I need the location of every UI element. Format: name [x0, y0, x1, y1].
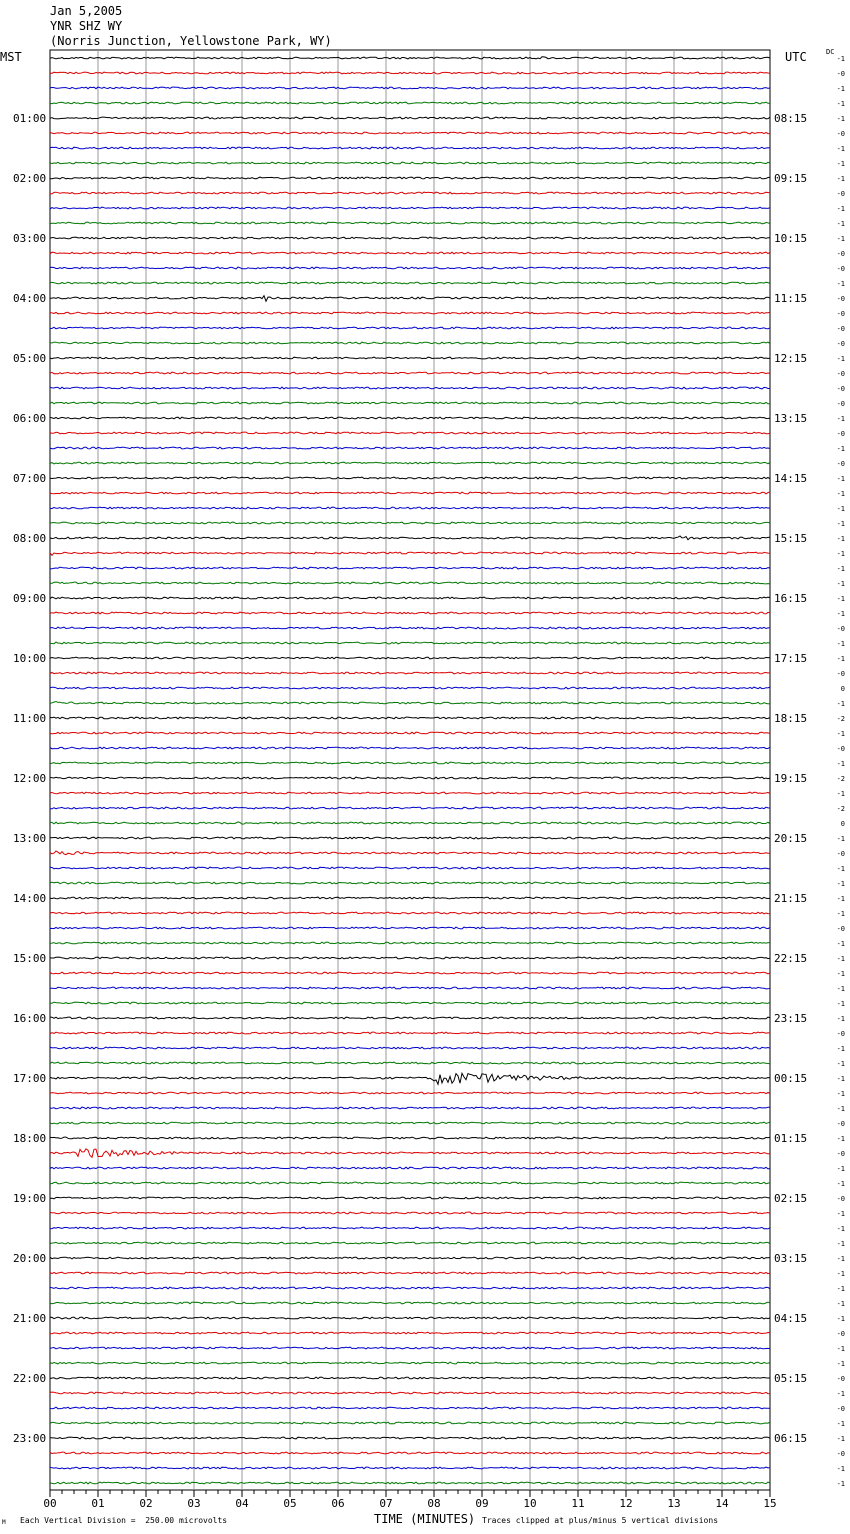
mst-hour-label: 11:00 — [13, 712, 47, 725]
dc-offset-value: -1 — [836, 235, 845, 243]
dc-offset-value: -0 — [836, 295, 845, 303]
seismic-trace — [50, 432, 770, 434]
seismic-trace — [50, 57, 770, 59]
seismic-trace — [50, 1047, 770, 1049]
mst-axis-label: MST — [0, 50, 22, 64]
seismic-trace — [50, 1107, 770, 1109]
seismic-trace — [50, 1452, 770, 1454]
utc-hour-label: 00:15 — [774, 1072, 808, 1085]
footer-corner-mark: M — [2, 1519, 6, 1526]
dc-offset-value: -1 — [836, 1180, 845, 1188]
dc-offset-value: -1 — [836, 565, 845, 573]
utc-hour-label: 01:15 — [774, 1132, 808, 1145]
dc-offset-value: -1 — [836, 1465, 845, 1473]
dc-offset-value: -1 — [836, 280, 845, 288]
dc-offset-value: -0 — [836, 400, 845, 408]
dc-offset-value: -0 — [836, 1405, 845, 1413]
dc-offset-value: -0 — [836, 1030, 845, 1038]
mst-hour-label: 19:00 — [13, 1192, 47, 1205]
seismic-trace — [50, 582, 770, 584]
seismic-trace — [50, 1377, 770, 1379]
dc-offset-value: -1 — [836, 115, 845, 123]
x-tick-label: 06 — [331, 1497, 345, 1510]
seismic-trace — [50, 747, 770, 749]
seismic-trace — [50, 957, 770, 959]
dc-offset-value: -1 — [836, 1210, 845, 1218]
dc-offset-value: -0 — [836, 325, 845, 333]
dc-offset-value: -1 — [836, 1015, 845, 1023]
dc-offset-value: -2 — [836, 715, 845, 723]
dc-offset-value: -1 — [836, 940, 845, 948]
dc-offset-value: -1 — [836, 1165, 845, 1173]
axis-labels — [13, 55, 845, 1510]
dc-offset-value: -1 — [836, 415, 845, 423]
utc-hour-label: 15:15 — [774, 532, 808, 545]
seismic-trace — [50, 837, 770, 839]
utc-axis-label: UTC — [785, 50, 807, 64]
seismic-trace — [50, 972, 770, 974]
dc-offset-value: -0 — [836, 745, 845, 753]
seismic-trace — [50, 72, 770, 74]
mst-hour-label: 18:00 — [13, 1132, 47, 1145]
mst-hour-label: 05:00 — [13, 352, 47, 365]
dc-offset-value: -1 — [836, 970, 845, 978]
seismic-trace — [50, 1197, 770, 1199]
dc-offset-value: -1 — [836, 1000, 845, 1008]
dc-offset-value: -1 — [836, 595, 845, 603]
dc-offset-value: -1 — [836, 1345, 845, 1353]
dc-offset-value: -1 — [836, 1060, 845, 1068]
dc-offset-value: -1 — [836, 610, 845, 618]
seismic-trace — [50, 117, 770, 119]
seismic-trace — [50, 702, 770, 704]
x-tick-label: 10 — [523, 1497, 537, 1510]
x-tick-label: 00 — [43, 1497, 57, 1510]
dc-offset-value: -1 — [836, 445, 845, 453]
dc-offset-value: -1 — [836, 85, 845, 93]
x-axis-title: TIME (MINUTES) — [374, 1512, 476, 1526]
seismic-trace — [50, 657, 770, 659]
dc-offset-value: -1 — [836, 580, 845, 588]
dc-offset-value: -1 — [836, 1420, 845, 1428]
seismic-trace — [50, 312, 770, 314]
x-tick-label: 13 — [667, 1497, 681, 1510]
mst-hour-label: 07:00 — [13, 472, 47, 485]
seismic-trace — [50, 1032, 770, 1034]
dc-offset-value: -1 — [836, 55, 845, 63]
header-date: Jan 5,2005 — [50, 4, 123, 18]
seismic-trace — [50, 867, 770, 869]
utc-hour-label: 23:15 — [774, 1012, 808, 1025]
dc-offset-value: -0 — [836, 70, 845, 78]
seismic-trace — [50, 1149, 770, 1158]
seismic-trace — [50, 177, 770, 179]
mst-hour-label: 10:00 — [13, 652, 47, 665]
dc-offset-value: -1 — [836, 910, 845, 918]
seismic-trace — [50, 1482, 770, 1484]
utc-hour-label: 21:15 — [774, 892, 808, 905]
dc-offset-value: -1 — [836, 475, 845, 483]
dc-offset-value: -1 — [836, 1300, 845, 1308]
seismic-trace — [50, 462, 770, 464]
seismic-trace — [50, 342, 770, 344]
seismic-trace — [50, 1073, 770, 1084]
dc-offset-value: -1 — [836, 835, 845, 843]
seismic-trace — [50, 1092, 770, 1094]
seismic-trace — [50, 147, 770, 149]
dc-offset-value: -0 — [836, 1195, 845, 1203]
dc-offset-value: -0 — [836, 625, 845, 633]
utc-hour-label: 09:15 — [774, 172, 808, 185]
seismic-trace — [50, 851, 770, 855]
dc-offset-value: -1 — [836, 100, 845, 108]
dc-offset-value: -1 — [836, 1135, 845, 1143]
seismic-trace — [50, 492, 770, 494]
seismic-trace — [50, 642, 770, 644]
mst-hour-label: 03:00 — [13, 232, 47, 245]
seismic-trace — [50, 252, 770, 254]
dc-offset-value: -0 — [836, 265, 845, 273]
x-tick-label: 03 — [187, 1497, 201, 1510]
seismic-trace — [50, 762, 770, 764]
dc-offset-value: -0 — [836, 250, 845, 258]
seismic-trace — [50, 522, 770, 524]
utc-hour-label: 22:15 — [774, 952, 808, 965]
seismic-trace — [50, 1272, 770, 1274]
dc-offset-value: -1 — [836, 520, 845, 528]
utc-hour-label: 04:15 — [774, 1312, 808, 1325]
dc-offset-value: -0 — [836, 190, 845, 198]
seismic-trace — [50, 672, 770, 674]
dc-offset-value: -1 — [836, 985, 845, 993]
utc-hour-label: 12:15 — [774, 352, 808, 365]
utc-hour-label: 19:15 — [774, 772, 808, 785]
dc-offset-value: -0 — [836, 1330, 845, 1338]
x-tick-label: 02 — [139, 1497, 153, 1510]
utc-hour-label: 16:15 — [774, 592, 808, 605]
dc-offset-value: -0 — [836, 850, 845, 858]
seismic-trace — [50, 536, 770, 540]
seismic-trace — [50, 987, 770, 989]
dc-offset-value: -2 — [836, 805, 845, 813]
seismic-trace — [50, 402, 770, 404]
seismic-trace — [50, 627, 770, 629]
dc-offset-value: -1 — [836, 1270, 845, 1278]
seismic-trace — [50, 1257, 770, 1259]
utc-hour-label: 02:15 — [774, 1192, 808, 1205]
dc-offset-value: -1 — [836, 1105, 845, 1113]
dc-offset-value: -1 — [836, 730, 845, 738]
dc-offset-value: -0 — [836, 430, 845, 438]
seismic-trace — [50, 1392, 770, 1394]
seismic-trace — [50, 897, 770, 899]
seismic-trace — [50, 1017, 770, 1019]
dc-offset-value: -1 — [836, 505, 845, 513]
seismic-trace — [50, 1362, 770, 1364]
dc-offset-value: -0 — [836, 1450, 845, 1458]
dc-offset-value: -1 — [836, 145, 845, 153]
seismic-trace — [50, 807, 770, 809]
dc-offset-value: -1 — [836, 1390, 845, 1398]
seismic-trace — [50, 417, 770, 419]
x-tick-label: 15 — [763, 1497, 777, 1510]
dc-offset-value: -1 — [836, 1435, 845, 1443]
seismic-trace — [50, 1062, 770, 1064]
seismic-trace — [50, 1407, 770, 1409]
dc-offset-value: -2 — [836, 775, 845, 783]
seismic-trace — [50, 792, 770, 794]
seismic-trace — [50, 567, 770, 569]
seismic-trace — [50, 1347, 770, 1349]
mst-hour-label: 21:00 — [13, 1312, 47, 1325]
mst-hour-label: 08:00 — [13, 532, 47, 545]
x-tick-label: 07 — [379, 1497, 393, 1510]
dc-offset-value: -1 — [836, 1480, 845, 1488]
dc-offset-value: -0 — [836, 1150, 845, 1158]
utc-hour-label: 11:15 — [774, 292, 808, 305]
dc-offset-value: -1 — [836, 700, 845, 708]
seismic-trace — [50, 732, 770, 734]
footer-clip-note: Traces clipped at plus/minus 5 vertical divisions — [482, 1516, 719, 1525]
seismic-trace — [50, 372, 770, 374]
seismic-trace — [50, 822, 770, 824]
seismic-trace — [50, 1242, 770, 1244]
seismic-trace — [50, 717, 770, 719]
seismic-trace — [50, 1302, 770, 1304]
dc-offset-value: -0 — [836, 310, 845, 318]
seismic-trace — [50, 1332, 770, 1334]
seismic-traces — [50, 57, 770, 1484]
utc-hour-label: 13:15 — [774, 412, 808, 425]
dc-offset-value: -0 — [836, 670, 845, 678]
dc-offset-value: -1 — [836, 175, 845, 183]
x-tick-label: 08 — [427, 1497, 441, 1510]
mst-hour-label: 16:00 — [13, 1012, 47, 1025]
utc-hour-label: 05:15 — [774, 1372, 808, 1385]
seismic-trace — [50, 912, 770, 914]
seismic-trace — [50, 1122, 770, 1124]
dc-offset-value: -0 — [836, 1375, 845, 1383]
utc-hour-label: 10:15 — [774, 232, 808, 245]
dc-offset-value: -1 — [836, 760, 845, 768]
seismic-trace — [50, 552, 770, 555]
mst-hour-label: 15:00 — [13, 952, 47, 965]
dc-offset-value: -1 — [836, 955, 845, 963]
mst-hour-label: 14:00 — [13, 892, 47, 905]
seismic-trace — [50, 1317, 770, 1319]
x-tick-label: 11 — [571, 1497, 585, 1510]
seismic-trace — [50, 192, 770, 194]
mst-hour-label: 04:00 — [13, 292, 47, 305]
dc-offset-value: -0 — [836, 130, 845, 138]
dc-offset-value: -1 — [836, 895, 845, 903]
dc-offset-value: -1 — [836, 655, 845, 663]
dc-offset-value: -1 — [836, 1090, 845, 1098]
seismic-trace — [50, 102, 770, 104]
dc-offset-value: -1 — [836, 1315, 845, 1323]
utc-hour-label: 14:15 — [774, 472, 808, 485]
dc-offset-value: 0 — [840, 820, 845, 828]
seismic-trace — [50, 327, 770, 329]
mst-hour-label: 22:00 — [13, 1372, 47, 1385]
mst-hour-label: 02:00 — [13, 172, 47, 185]
dc-offset-value: -1 — [836, 160, 845, 168]
seismic-trace — [50, 162, 770, 164]
mst-hour-label: 20:00 — [13, 1252, 47, 1265]
seismic-trace — [50, 387, 770, 389]
seismic-trace — [50, 447, 770, 449]
seismic-trace — [50, 1212, 770, 1214]
seismic-trace — [50, 1467, 770, 1469]
x-tick-label: 04 — [235, 1497, 249, 1510]
mst-hour-label: 12:00 — [13, 772, 47, 785]
seismic-trace — [50, 357, 770, 359]
dc-offset-value: -1 — [836, 790, 845, 798]
seismic-trace — [50, 942, 770, 944]
x-tick-label: 12 — [619, 1497, 633, 1510]
utc-hour-label: 18:15 — [774, 712, 808, 725]
utc-hour-label: 17:15 — [774, 652, 808, 665]
seismic-trace — [50, 1137, 770, 1139]
seismic-trace — [50, 1002, 770, 1004]
seismic-trace — [50, 1287, 770, 1289]
dc-offset-value: -1 — [836, 535, 845, 543]
mst-hour-label: 06:00 — [13, 412, 47, 425]
header-station: YNR SHZ WY — [50, 19, 123, 33]
dc-offset-value: -1 — [836, 1240, 845, 1248]
dc-offset-value: -1 — [836, 1045, 845, 1053]
x-tick-label: 05 — [283, 1497, 297, 1510]
dc-offset-value: -0 — [836, 460, 845, 468]
mst-hour-label: 01:00 — [13, 112, 47, 125]
seismic-trace — [50, 597, 770, 599]
seismic-trace — [50, 1422, 770, 1424]
seismic-trace — [50, 1182, 770, 1184]
mst-hour-label: 23:00 — [13, 1432, 47, 1445]
mst-hour-label: 13:00 — [13, 832, 47, 845]
seismic-trace — [50, 237, 770, 239]
dc-offset-value: -1 — [836, 1225, 845, 1233]
seismic-trace — [50, 267, 770, 269]
dc-offset-value: -1 — [836, 1360, 845, 1368]
dc-offset-value: -1 — [836, 880, 845, 888]
seismic-trace — [50, 222, 770, 224]
utc-hour-label: 08:15 — [774, 112, 808, 125]
seismic-trace — [50, 507, 770, 509]
seismic-trace — [50, 282, 770, 284]
dc-offset-value: -1 — [836, 550, 845, 558]
seismic-trace — [50, 927, 770, 929]
footer-scale-note: Each Vertical Division = 250.00 microvolts — [20, 1516, 228, 1525]
dc-offset-value: -0 — [836, 340, 845, 348]
seismic-trace — [50, 1437, 770, 1439]
dc-offset-value: 0 — [840, 685, 845, 693]
seismic-trace — [50, 612, 770, 614]
dc-offset-value: -0 — [836, 925, 845, 933]
dc-offset-value: -1 — [836, 640, 845, 648]
dc-offset-value: -1 — [836, 865, 845, 873]
dc-offset-header: DC — [826, 48, 835, 56]
x-tick-label: 09 — [475, 1497, 489, 1510]
header-location: (Norris Junction, Yellowstone Park, WY) — [50, 34, 332, 48]
utc-hour-label: 03:15 — [774, 1252, 808, 1265]
dc-offset-value: -1 — [836, 490, 845, 498]
dc-offset-value: -0 — [836, 1120, 845, 1128]
seismic-trace — [50, 296, 770, 302]
utc-hour-label: 20:15 — [774, 832, 808, 845]
seismic-trace — [50, 1167, 770, 1169]
seismic-trace — [50, 132, 770, 134]
mst-hour-label: 17:00 — [13, 1072, 47, 1085]
seismic-trace — [50, 777, 770, 779]
dc-offset-value: -1 — [836, 205, 845, 213]
dc-offset-value: -1 — [836, 1075, 845, 1083]
mst-hour-label: 09:00 — [13, 592, 47, 605]
dc-offset-value: -1 — [836, 1255, 845, 1263]
seismic-trace — [50, 882, 770, 884]
x-tick-label: 01 — [91, 1497, 105, 1510]
seismic-trace — [50, 207, 770, 209]
seismic-trace — [50, 477, 770, 479]
x-tick-label: 14 — [715, 1497, 729, 1510]
dc-offset-value: -1 — [836, 355, 845, 363]
dc-offset-value: -1 — [836, 220, 845, 228]
dc-offset-value: -0 — [836, 385, 845, 393]
seismic-trace — [50, 687, 770, 689]
seismic-trace — [50, 1227, 770, 1229]
utc-hour-label: 06:15 — [774, 1432, 808, 1445]
seismic-trace — [50, 87, 770, 89]
dc-offset-value: -1 — [836, 1285, 845, 1293]
dc-offset-value: -0 — [836, 370, 845, 378]
